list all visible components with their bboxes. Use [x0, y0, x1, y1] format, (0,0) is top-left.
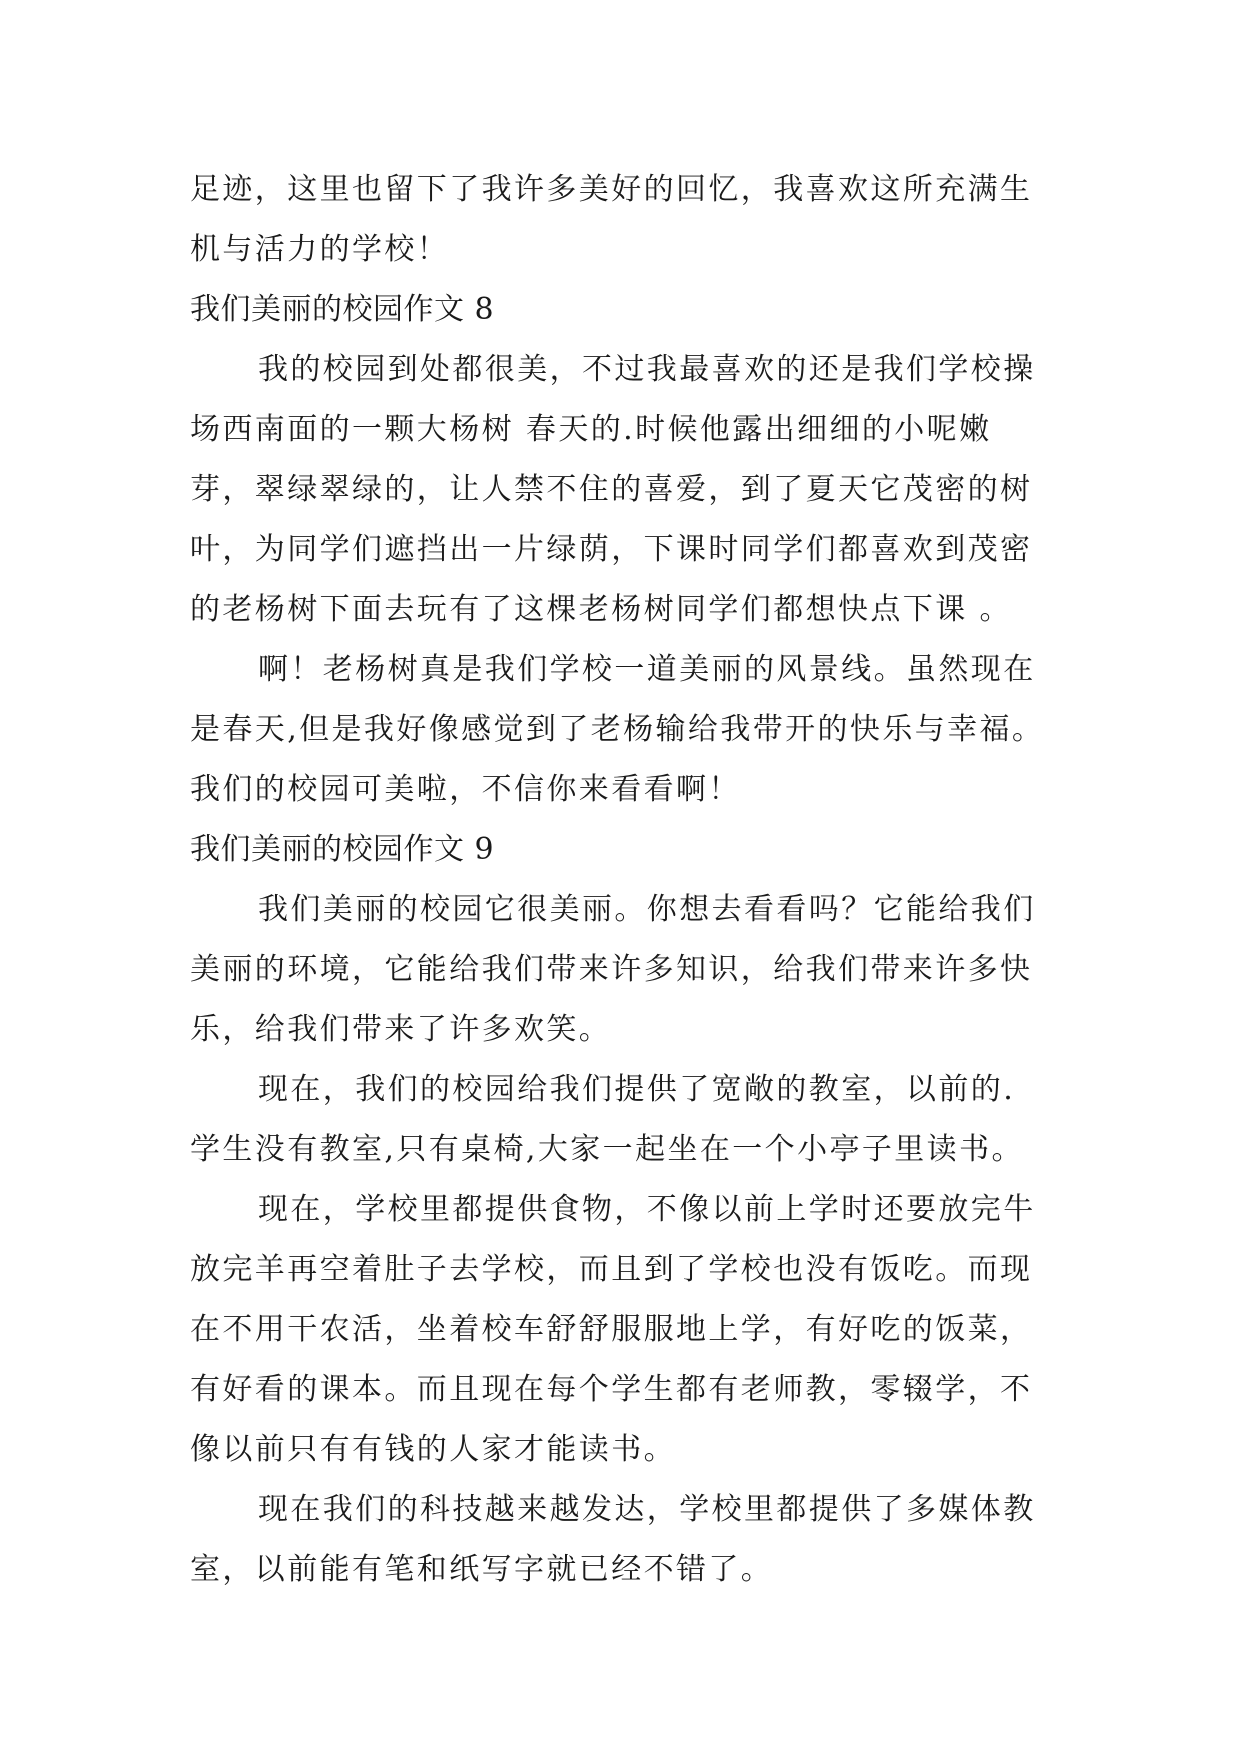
section-heading: 我们美丽的校园作文 9: [190, 832, 495, 867]
text-line: 室，以前能有笔和纸写字就已经不错了。: [190, 1552, 774, 1587]
text-line: 我们的校园可美啦，不信你来看看啊！: [190, 772, 741, 807]
paragraph-first-line: 啊！老杨树真是我们学校一道美丽的风景线。虽然现在: [258, 652, 1036, 687]
text-line: 是春天,但是我好像感觉到了老杨输给我带开的快乐与幸福。: [190, 712, 1045, 747]
text-line: 芽，翠绿翠绿的，让人禁不住的喜爱，到了夏天它茂密的树: [190, 472, 1033, 507]
paragraph-first-line: 现在我们的科技越来越发达，学校里都提供了多媒体教: [258, 1492, 1036, 1527]
text-line: 有好看的课本。而且现在每个学生都有老师教，零辍学，不: [190, 1372, 1033, 1407]
text-line: 的老杨树下面去玩有了这棵老杨树同学们都想快点下课 。: [190, 592, 1012, 627]
text-line: 学生没有教室,只有桌椅,大家一起坐在一个小亭子里读书。: [190, 1132, 1024, 1167]
text-line: 像以前只有有钱的人家才能读书。: [190, 1432, 676, 1467]
paragraph-first-line: 我的校园到处都很美，不过我最喜欢的还是我们学校操: [258, 352, 1036, 387]
document-page: [190, 160, 1052, 1600]
text-line: 叶，为同学们遮挡出一片绿荫，下课时同学们都喜欢到茂密: [190, 532, 1033, 567]
text-line: 足迹，这里也留下了我许多美好的回忆，我喜欢这所充满生: [190, 172, 1033, 207]
text-line: 美丽的环境，它能给我们带来许多知识，给我们带来许多快: [190, 952, 1033, 987]
paragraph-first-line: 现在，我们的校园给我们提供了宽敞的教室，以前的.: [258, 1072, 1016, 1107]
paragraph-first-line: 我们美丽的校园它很美丽。你想去看看吗？它能给我们: [258, 892, 1036, 927]
text-line: 机与活力的学校！: [190, 232, 450, 267]
paragraph-first-line: 现在，学校里都提供食物，不像以前上学时还要放完牛: [258, 1192, 1036, 1227]
text-line: 乐，给我们带来了许多欢笑。: [190, 1012, 612, 1047]
text-line: 在不用干农活，坐着校车舒舒服服地上学，有好吃的饭菜，: [190, 1312, 1033, 1347]
text-line: 放完羊再空着肚子去学校，而且到了学校也没有饭吃。而现: [190, 1252, 1033, 1287]
section-heading: 我们美丽的校园作文 8: [190, 292, 495, 327]
text-line: 场西南面的一颗大杨树 春天的.时候他露出细细的小呢嫩: [190, 412, 992, 447]
